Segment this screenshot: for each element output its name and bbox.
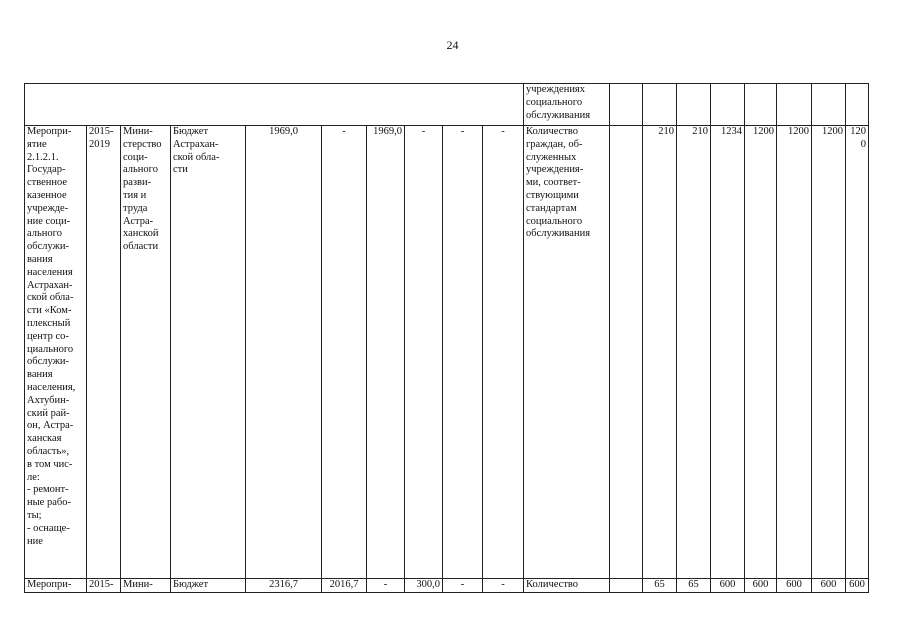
year-2015-cell: -: [322, 126, 367, 579]
value-cell: [812, 84, 846, 126]
table-cell-empty: [25, 84, 524, 126]
table-row: [25, 126, 869, 579]
value-cell: 65: [677, 579, 711, 593]
value-cell: 600: [745, 579, 777, 593]
executor-cell: Мини- стерство соци- ального разви- тия и труда Астра- ханской области: [121, 126, 171, 579]
value-cell: 65: [643, 579, 677, 593]
year-2019-cell: -: [483, 126, 524, 579]
value-cell: 1200: [745, 126, 777, 579]
year-2018-cell: -: [443, 579, 483, 593]
page-number: 24: [446, 38, 459, 52]
value-cell: 1200: [777, 126, 812, 579]
unit-cell: [610, 579, 643, 593]
unit-cell: [610, 126, 643, 579]
total-cell: 2316,7: [246, 579, 322, 593]
year-2016-cell: -: [367, 579, 405, 593]
value-cell: 600: [777, 579, 812, 593]
value-cell: [677, 84, 711, 126]
indicator-cell: учреждениях социального обслуживания: [524, 84, 610, 126]
value-cell: [846, 84, 869, 126]
value-cell: 600: [711, 579, 745, 593]
year-2019-cell: -: [483, 579, 524, 593]
program-table: [24, 83, 869, 593]
measure-cell: Меропри- ятие 2.1.2.1. Государ- ственное казенное учрежде- ние соци- ального обслужи- вания населения Астрахан- ской обла- сти «Ком- плексный центр со- циального обслужи- вания населения, Ахтубин- ский рай- он, Астра- ханская область», в том чис- ле: - ремонт- ные рабо- ты; - оснаще- ние: [25, 126, 87, 579]
value-cell: 600: [812, 579, 846, 593]
value-cell: [643, 84, 677, 126]
value-cell: 210: [643, 126, 677, 579]
table-row: [25, 84, 869, 126]
year-2018-cell: -: [443, 126, 483, 579]
year-2015-cell: 2016,7: [322, 579, 367, 593]
period-cell: 2015- 2019: [87, 126, 121, 579]
indicator-cell: Количество граждан, об- служенных учреждения- ми, соответ- ствующими стандартам социального обслуживания: [524, 126, 610, 579]
value-cell: 600: [846, 579, 869, 593]
measure-cell: Меропри-: [25, 579, 87, 593]
value-cell: [745, 84, 777, 126]
year-2017-cell: -: [405, 126, 443, 579]
source-cell: Бюджет Астрахан- ской обла- сти: [171, 126, 246, 579]
value-cell: 210: [677, 126, 711, 579]
value-cell: [711, 84, 745, 126]
year-2016-cell: 1969,0: [367, 126, 405, 579]
year-2017-cell: 300,0: [405, 579, 443, 593]
value-cell: 1234: [711, 126, 745, 579]
total-cell: 1969,0: [246, 126, 322, 579]
unit-cell: [610, 84, 643, 126]
value-cell: 1200: [812, 126, 846, 579]
value-cell: [777, 84, 812, 126]
indicator-cell: Количество: [524, 579, 610, 593]
table-row: [25, 579, 869, 593]
executor-cell: Мини-: [121, 579, 171, 593]
value-cell: 1200: [846, 126, 869, 579]
period-cell: 2015-: [87, 579, 121, 593]
source-cell: Бюджет: [171, 579, 246, 593]
